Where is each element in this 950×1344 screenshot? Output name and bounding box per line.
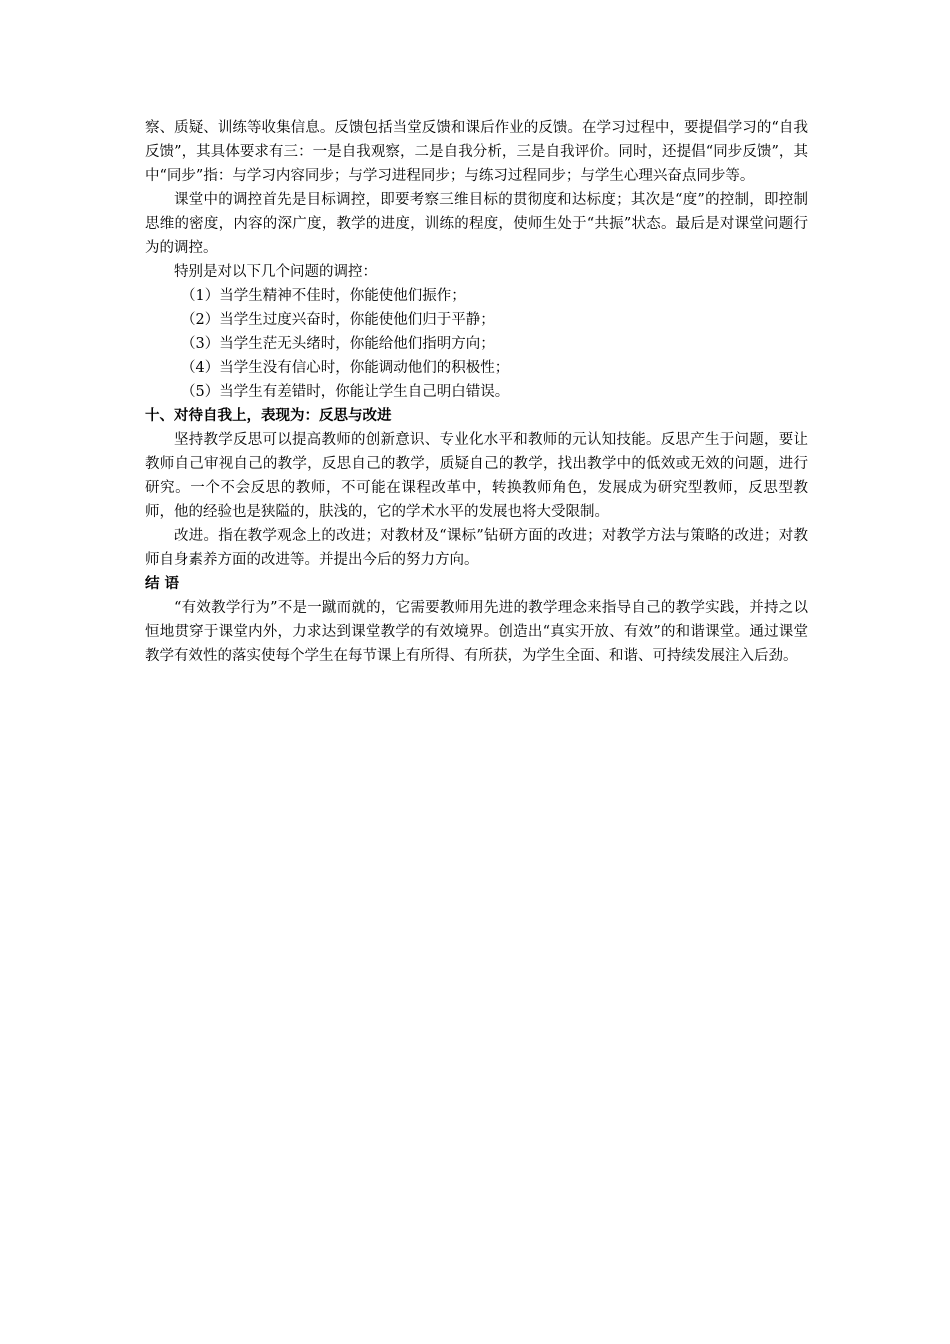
list-item: （3）当学生茫无头绪时，你能给他们指明方向；	[181, 336, 495, 352]
paragraph-special-control: 特别是对以下几个问题的调控：	[174, 264, 377, 280]
paragraph-conclusion: “有效教学行为”不是一蹴而就的，它需要教师用先进的教学理念来指导自己的教学实践，并持之以恒地贯穿于课堂内外，力求达到课堂教学的有效境界。创造出“真实开放、有效”的和谐课堂。通过课堂教学有效性的落实使每个学生在每节课上有所得、有所获，为学生全面、和谐、可持续发展注入后劲。	[145, 600, 808, 664]
paragraph-improvement: 改进。指在教学观念上的改进；对教材及“课标”钻研方面的改进；对教学方法与策略的改进；对教师自身素养方面的改进等。并提出今后的努力方向。	[145, 528, 808, 568]
paragraph-classroom-control: 课堂中的调控首先是目标调控，即要考察三维目标的贯彻度和达标度；其次是“度”的控制，即控制思维的密度，内容的深广度，教学的进度，训练的程度，使师生处于“共振”状态。最后是对课堂问题行为的调控。	[145, 192, 808, 256]
paragraph-reflection: 坚持教学反思可以提高教师的创新意识、专业化水平和教师的元认知技能。反思产生于问题，要让教师自己审视自己的教学，反思自己的教学，质疑自己的教学，找出教学中的低效或无效的问题，进行研究。一个不会反思的教师，不可能在课程改革中，转换教师角色，发展成为研究型教师，反思型教师，他的经验也是狭隘的，肤浅的，它的学术水平的发展也将大受限制。	[145, 432, 808, 520]
section-heading-reflection: 十、对待自我上，表现为：反思与改进	[145, 408, 392, 424]
conclusion-heading: 结 语	[145, 576, 180, 592]
list-item: （4）当学生没有信心时，你能调动他们的积极性；	[181, 360, 510, 376]
list-item: （2）当学生过度兴奋时，你能使他们归于平静；	[181, 312, 495, 328]
document-page	[145, 116, 808, 668]
paragraph-feedback: 察、质疑、训练等收集信息。反馈包括当堂反馈和课后作业的反馈。在学习过程中，要提倡学习的“自我反馈”，其具体要求有三：一是自我观察，二是自我分析，三是自我评价。同时，还提倡“同步反馈”，其中“同步”指：与学习内容同步；与学习进程同步；与练习过程同步；与学生心理兴奋点同步等。	[145, 120, 808, 184]
list-item: （1）当学生精神不佳时，你能使他们振作；	[181, 288, 466, 304]
list-item: （5）当学生有差错时，你能让学生自己明白错误。	[181, 384, 510, 400]
